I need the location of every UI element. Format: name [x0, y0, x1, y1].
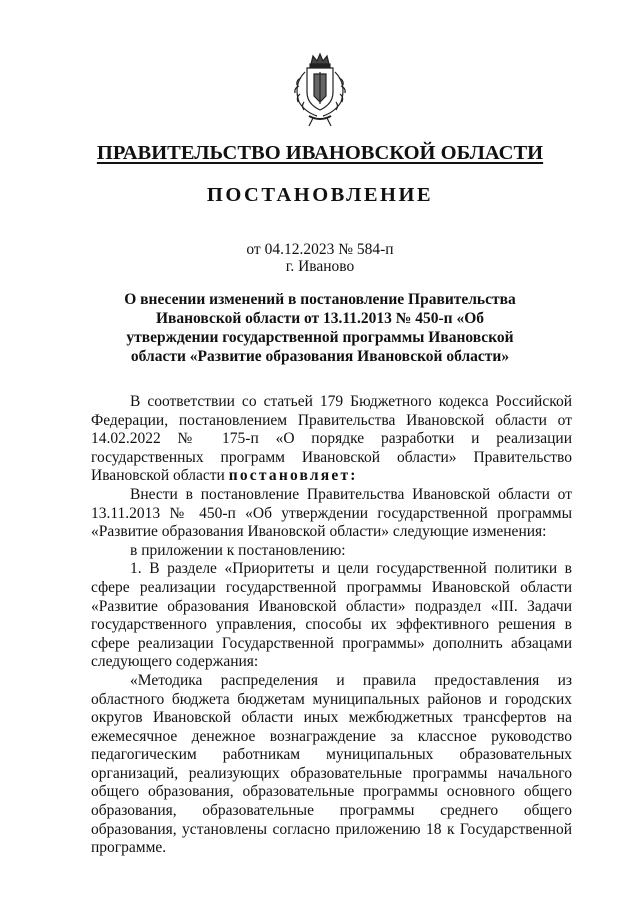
- document-date-number: от 04.12.2023 № 584-п: [246, 241, 394, 258]
- document-type: ПОСТАНОВЛЕНИЕ: [206, 184, 434, 206]
- paragraph-preamble: [91, 393, 572, 486]
- resolves-word: постановляет:: [228, 467, 358, 485]
- preamble-text: В соответствии со статьей 179 Бюджетного кодекса Российской Федерации, постановлением Правительства Ивановской области от 14.02.2022 № 175-п «О порядке разработки и реализации государственных программ Ивановской области» Правительство Ивановской области: [91, 393, 572, 485]
- document-city: г. Иваново: [285, 258, 355, 275]
- paragraph-methodology: «Методика распределения и правила предоставления из областного бюджета бюджетам муниципальных районов и городских округов Ивановской области иных межбюджетных трансфертов на ежемесячное денежное вознаграждение за классное руководство педагогическим работникам муниципальных образовательных организаций, реализующих образовательные программы начального общего образования, образовательные программы основного общего образования, образовательные программы среднего общего образования, установлены согласно приложению 18 к Государственной программе.: [91, 671, 572, 857]
- paragraph-appendix: в приложении к постановлению:: [130, 541, 346, 559]
- coat-of-arms-icon: [287, 50, 353, 128]
- paragraph-amend: Внести в постановление Правительства Ивановской области от 13.11.2013 № 450-п «Об утверждении государственной программы «Развитие образования Ивановской области» следующие изменения:: [91, 485, 572, 541]
- paragraph-item-1: 1. В разделе «Приоритеты и цели государственной политики в сфере реализации государственной программы Ивановской области «Развитие образования Ивановской области» подраздел «III. Задачи государственного управления, способы их эффективного решения в сфере реализации Государственной программы» дополнить абзацами следующего содержания:: [91, 560, 572, 671]
- document-body: [91, 393, 572, 858]
- government-title: ПРАВИТЕЛЬСТВО ИВАНОВСКОЙ ОБЛАСТИ: [96, 142, 544, 164]
- document-subject: О внесении изменений в постановление Правительства Ивановской области от 13.11.2013 № 450-п «Об утверждении государственной программы Ивановской области «Развитие образования Ивановской области»: [124, 291, 516, 365]
